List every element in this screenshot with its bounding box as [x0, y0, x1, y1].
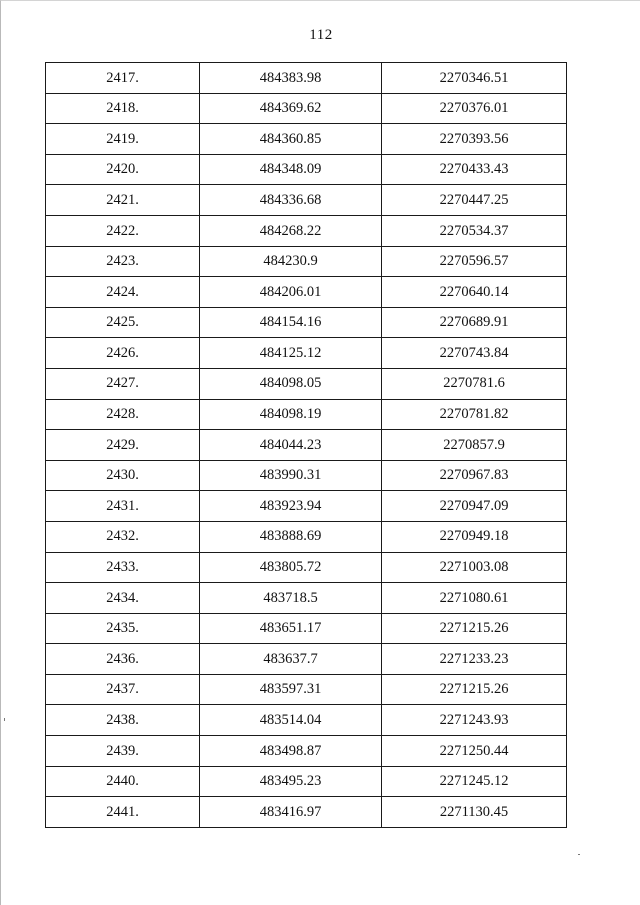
y-coordinate-cell: 2270781.6: [382, 368, 567, 399]
y-coordinate-cell: 2271215.26: [382, 613, 567, 644]
point-number-cell: 2441.: [46, 797, 200, 828]
x-coordinate-cell: 484206.01: [200, 277, 382, 308]
y-coordinate-cell: 2270781.82: [382, 399, 567, 430]
x-coordinate-cell: 484154.16: [200, 307, 382, 338]
x-coordinate-cell: 483651.17: [200, 613, 382, 644]
point-number-cell: 2434.: [46, 583, 200, 614]
x-coordinate-cell: 483416.97: [200, 797, 382, 828]
table-row: [46, 368, 567, 399]
x-coordinate-cell: 484369.62: [200, 93, 382, 124]
y-coordinate-cell: 2270346.51: [382, 63, 567, 94]
table-row: [46, 430, 567, 461]
table-row: [46, 613, 567, 644]
table-row: [46, 797, 567, 828]
y-coordinate-cell: 2270596.57: [382, 246, 567, 277]
y-coordinate-cell: 2271245.12: [382, 766, 567, 797]
point-number-cell: 2418.: [46, 93, 200, 124]
x-coordinate-cell: 484098.19: [200, 399, 382, 430]
point-number-cell: 2440.: [46, 766, 200, 797]
table-row: [46, 521, 567, 552]
table-row: [46, 124, 567, 155]
x-coordinate-cell: 483498.87: [200, 736, 382, 767]
point-number-cell: 2423.: [46, 246, 200, 277]
table-row: [46, 460, 567, 491]
table-row: [46, 674, 567, 705]
table-row: [46, 644, 567, 675]
x-coordinate-cell: 484044.23: [200, 430, 382, 461]
point-number-cell: 2422.: [46, 215, 200, 246]
point-number-cell: 2427.: [46, 368, 200, 399]
x-coordinate-cell: 484125.12: [200, 338, 382, 369]
x-coordinate-cell: 484383.98: [200, 63, 382, 94]
table-row: [46, 583, 567, 614]
page-number: 112: [309, 27, 333, 43]
table-row: [46, 63, 567, 94]
x-coordinate-cell: 483718.5: [200, 583, 382, 614]
point-number-cell: 2438.: [46, 705, 200, 736]
table-row: [46, 93, 567, 124]
point-number-cell: 2436.: [46, 644, 200, 675]
table-row: [46, 307, 567, 338]
x-coordinate-cell: 483514.04: [200, 705, 382, 736]
y-coordinate-cell: 2271233.23: [382, 644, 567, 675]
x-coordinate-cell: 484360.85: [200, 124, 382, 155]
y-coordinate-cell: 2271080.61: [382, 583, 567, 614]
coordinates-table-body: [46, 63, 567, 828]
y-coordinate-cell: 2271215.26: [382, 674, 567, 705]
y-coordinate-cell: 2270689.91: [382, 307, 567, 338]
point-number-cell: 2424.: [46, 277, 200, 308]
x-coordinate-cell: 483990.31: [200, 460, 382, 491]
table-row: [46, 277, 567, 308]
table-row: [46, 491, 567, 522]
point-number-cell: 2432.: [46, 521, 200, 552]
table-row: [46, 338, 567, 369]
coordinates-table: [45, 62, 567, 828]
x-coordinate-cell: 483805.72: [200, 552, 382, 583]
scan-speck: [578, 854, 580, 855]
y-coordinate-cell: 2271003.08: [382, 552, 567, 583]
point-number-cell: 2433.: [46, 552, 200, 583]
point-number-cell: 2421.: [46, 185, 200, 216]
point-number-cell: 2417.: [46, 63, 200, 94]
point-number-cell: 2425.: [46, 307, 200, 338]
x-coordinate-cell: 483923.94: [200, 491, 382, 522]
x-coordinate-cell: 484268.22: [200, 215, 382, 246]
point-number-cell: 2431.: [46, 491, 200, 522]
y-coordinate-cell: 2270433.43: [382, 154, 567, 185]
y-coordinate-cell: 2270393.56: [382, 124, 567, 155]
table-row: [46, 705, 567, 736]
y-coordinate-cell: 2270376.01: [382, 93, 567, 124]
point-number-cell: 2437.: [46, 674, 200, 705]
point-number-cell: 2428.: [46, 399, 200, 430]
table-row: [46, 215, 567, 246]
x-coordinate-cell: 484230.9: [200, 246, 382, 277]
point-number-cell: 2435.: [46, 613, 200, 644]
table-row: [46, 766, 567, 797]
point-number-cell: 2439.: [46, 736, 200, 767]
y-coordinate-cell: 2270447.25: [382, 185, 567, 216]
x-coordinate-cell: 483888.69: [200, 521, 382, 552]
point-number-cell: 2429.: [46, 430, 200, 461]
table-row: [46, 185, 567, 216]
y-coordinate-cell: 2271243.93: [382, 705, 567, 736]
y-coordinate-cell: 2271250.44: [382, 736, 567, 767]
table-row: [46, 399, 567, 430]
point-number-cell: 2420.: [46, 154, 200, 185]
table-row: [46, 246, 567, 277]
y-coordinate-cell: 2270949.18: [382, 521, 567, 552]
y-coordinate-cell: 2270534.37: [382, 215, 567, 246]
y-coordinate-cell: 2270743.84: [382, 338, 567, 369]
point-number-cell: 2419.: [46, 124, 200, 155]
y-coordinate-cell: 2270947.09: [382, 491, 567, 522]
table-row: [46, 154, 567, 185]
x-coordinate-cell: 483495.23: [200, 766, 382, 797]
x-coordinate-cell: 484098.05: [200, 368, 382, 399]
x-coordinate-cell: 484348.09: [200, 154, 382, 185]
y-coordinate-cell: 2271130.45: [382, 797, 567, 828]
point-number-cell: 2426.: [46, 338, 200, 369]
x-coordinate-cell: 483597.31: [200, 674, 382, 705]
y-coordinate-cell: 2270967.83: [382, 460, 567, 491]
y-coordinate-cell: 2270857.9: [382, 430, 567, 461]
table-row: [46, 552, 567, 583]
y-coordinate-cell: 2270640.14: [382, 277, 567, 308]
table-row: [46, 736, 567, 767]
scan-speck: [4, 718, 5, 721]
point-number-cell: 2430.: [46, 460, 200, 491]
x-coordinate-cell: 484336.68: [200, 185, 382, 216]
x-coordinate-cell: 483637.7: [200, 644, 382, 675]
